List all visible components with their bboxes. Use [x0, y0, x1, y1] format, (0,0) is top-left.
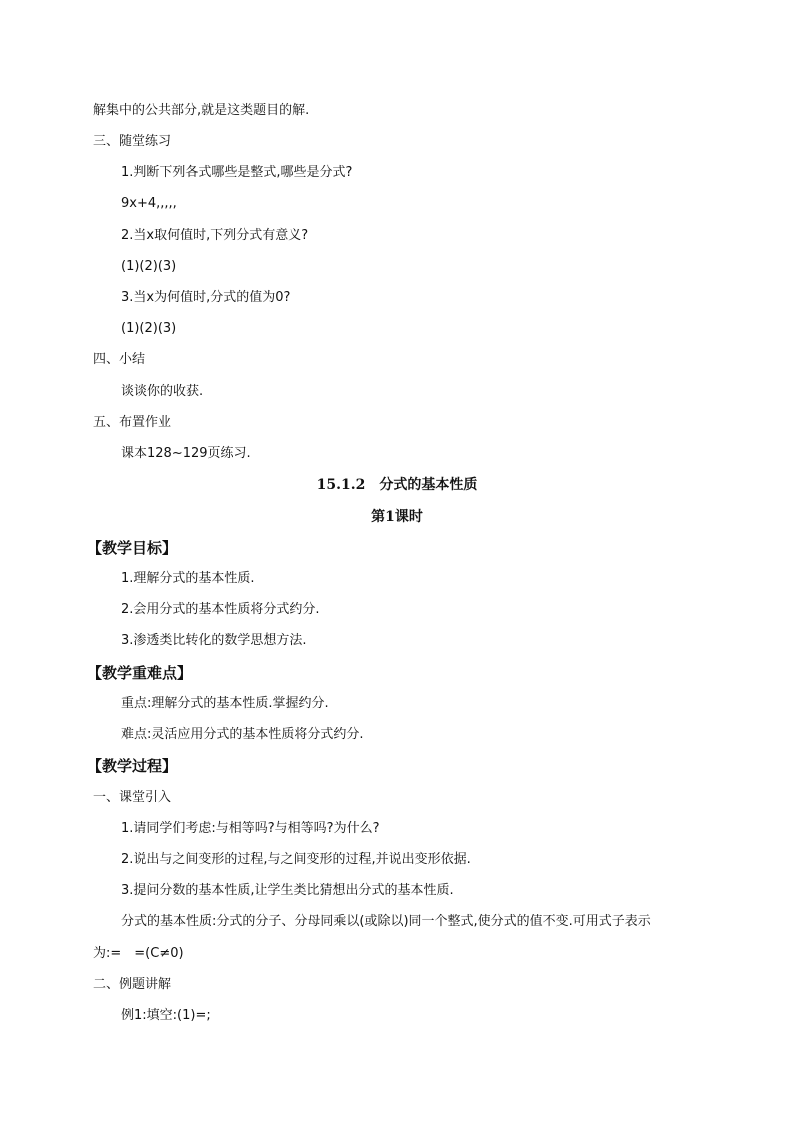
- text-line: 1.判断下列各式哪些是整式,哪些是分式?: [121, 165, 353, 180]
- text-line: 1.理解分式的基本性质.: [121, 571, 255, 586]
- text-line: 3.提问分数的基本性质,让学生类比猜想出分式的基本性质.: [121, 883, 454, 898]
- text-line: 难点:灵活应用分式的基本性质将分式约分.: [121, 727, 364, 742]
- text-line: 解集中的公共部分,就是这类题目的解.: [93, 103, 310, 118]
- lesson-title: 15.1.2 分式的基本性质: [316, 477, 478, 493]
- text-line: 例1:填空:(1)=;: [121, 1008, 211, 1023]
- text-line: 2.说出与之间变形的过程,与之间变形的过程,并说出变形依据.: [121, 852, 471, 867]
- section-heading: 【教学目标】: [87, 539, 178, 557]
- text-line: 课本128~129页练习.: [121, 446, 251, 461]
- section-heading: 三、随堂练习: [93, 134, 172, 149]
- text-line: 1.请同学们考虑:与相等吗?与相等吗?为什么?: [121, 821, 380, 836]
- lesson-subtitle: 第1课时: [371, 509, 423, 525]
- section-heading: 一、课堂引入: [93, 790, 172, 805]
- section-heading: 二、例题讲解: [93, 977, 172, 992]
- section-heading: 五、布置作业: [93, 415, 172, 430]
- text-line: 重点:理解分式的基本性质.掌握约分.: [121, 696, 329, 711]
- text-line: 分式的基本性质:分式的分子、分母同乘以(或除以)同一个整式,使分式的值不变.可用式子表示: [121, 914, 651, 929]
- section-heading: 【教学重难点】: [87, 664, 193, 682]
- text-line: 为:= =(C≠0): [93, 946, 184, 961]
- text-line: 2.当x取何值时,下列分式有意义?: [121, 228, 309, 243]
- text-line: 3.渗透类比转化的数学思想方法.: [121, 633, 307, 648]
- section-heading: 【教学过程】: [87, 757, 178, 775]
- section-heading: 四、小结: [93, 352, 146, 367]
- text-line: 3.当x为何值时,分式的值为0?: [121, 290, 291, 305]
- text-line: (1)(2)(3): [121, 259, 177, 274]
- text-line: (1)(2)(3): [121, 321, 177, 336]
- text-line: 谈谈你的收获.: [121, 384, 204, 399]
- text-line: 9x+4,,,,,: [121, 196, 177, 211]
- text-line: 2.会用分式的基本性质将分式约分.: [121, 602, 320, 617]
